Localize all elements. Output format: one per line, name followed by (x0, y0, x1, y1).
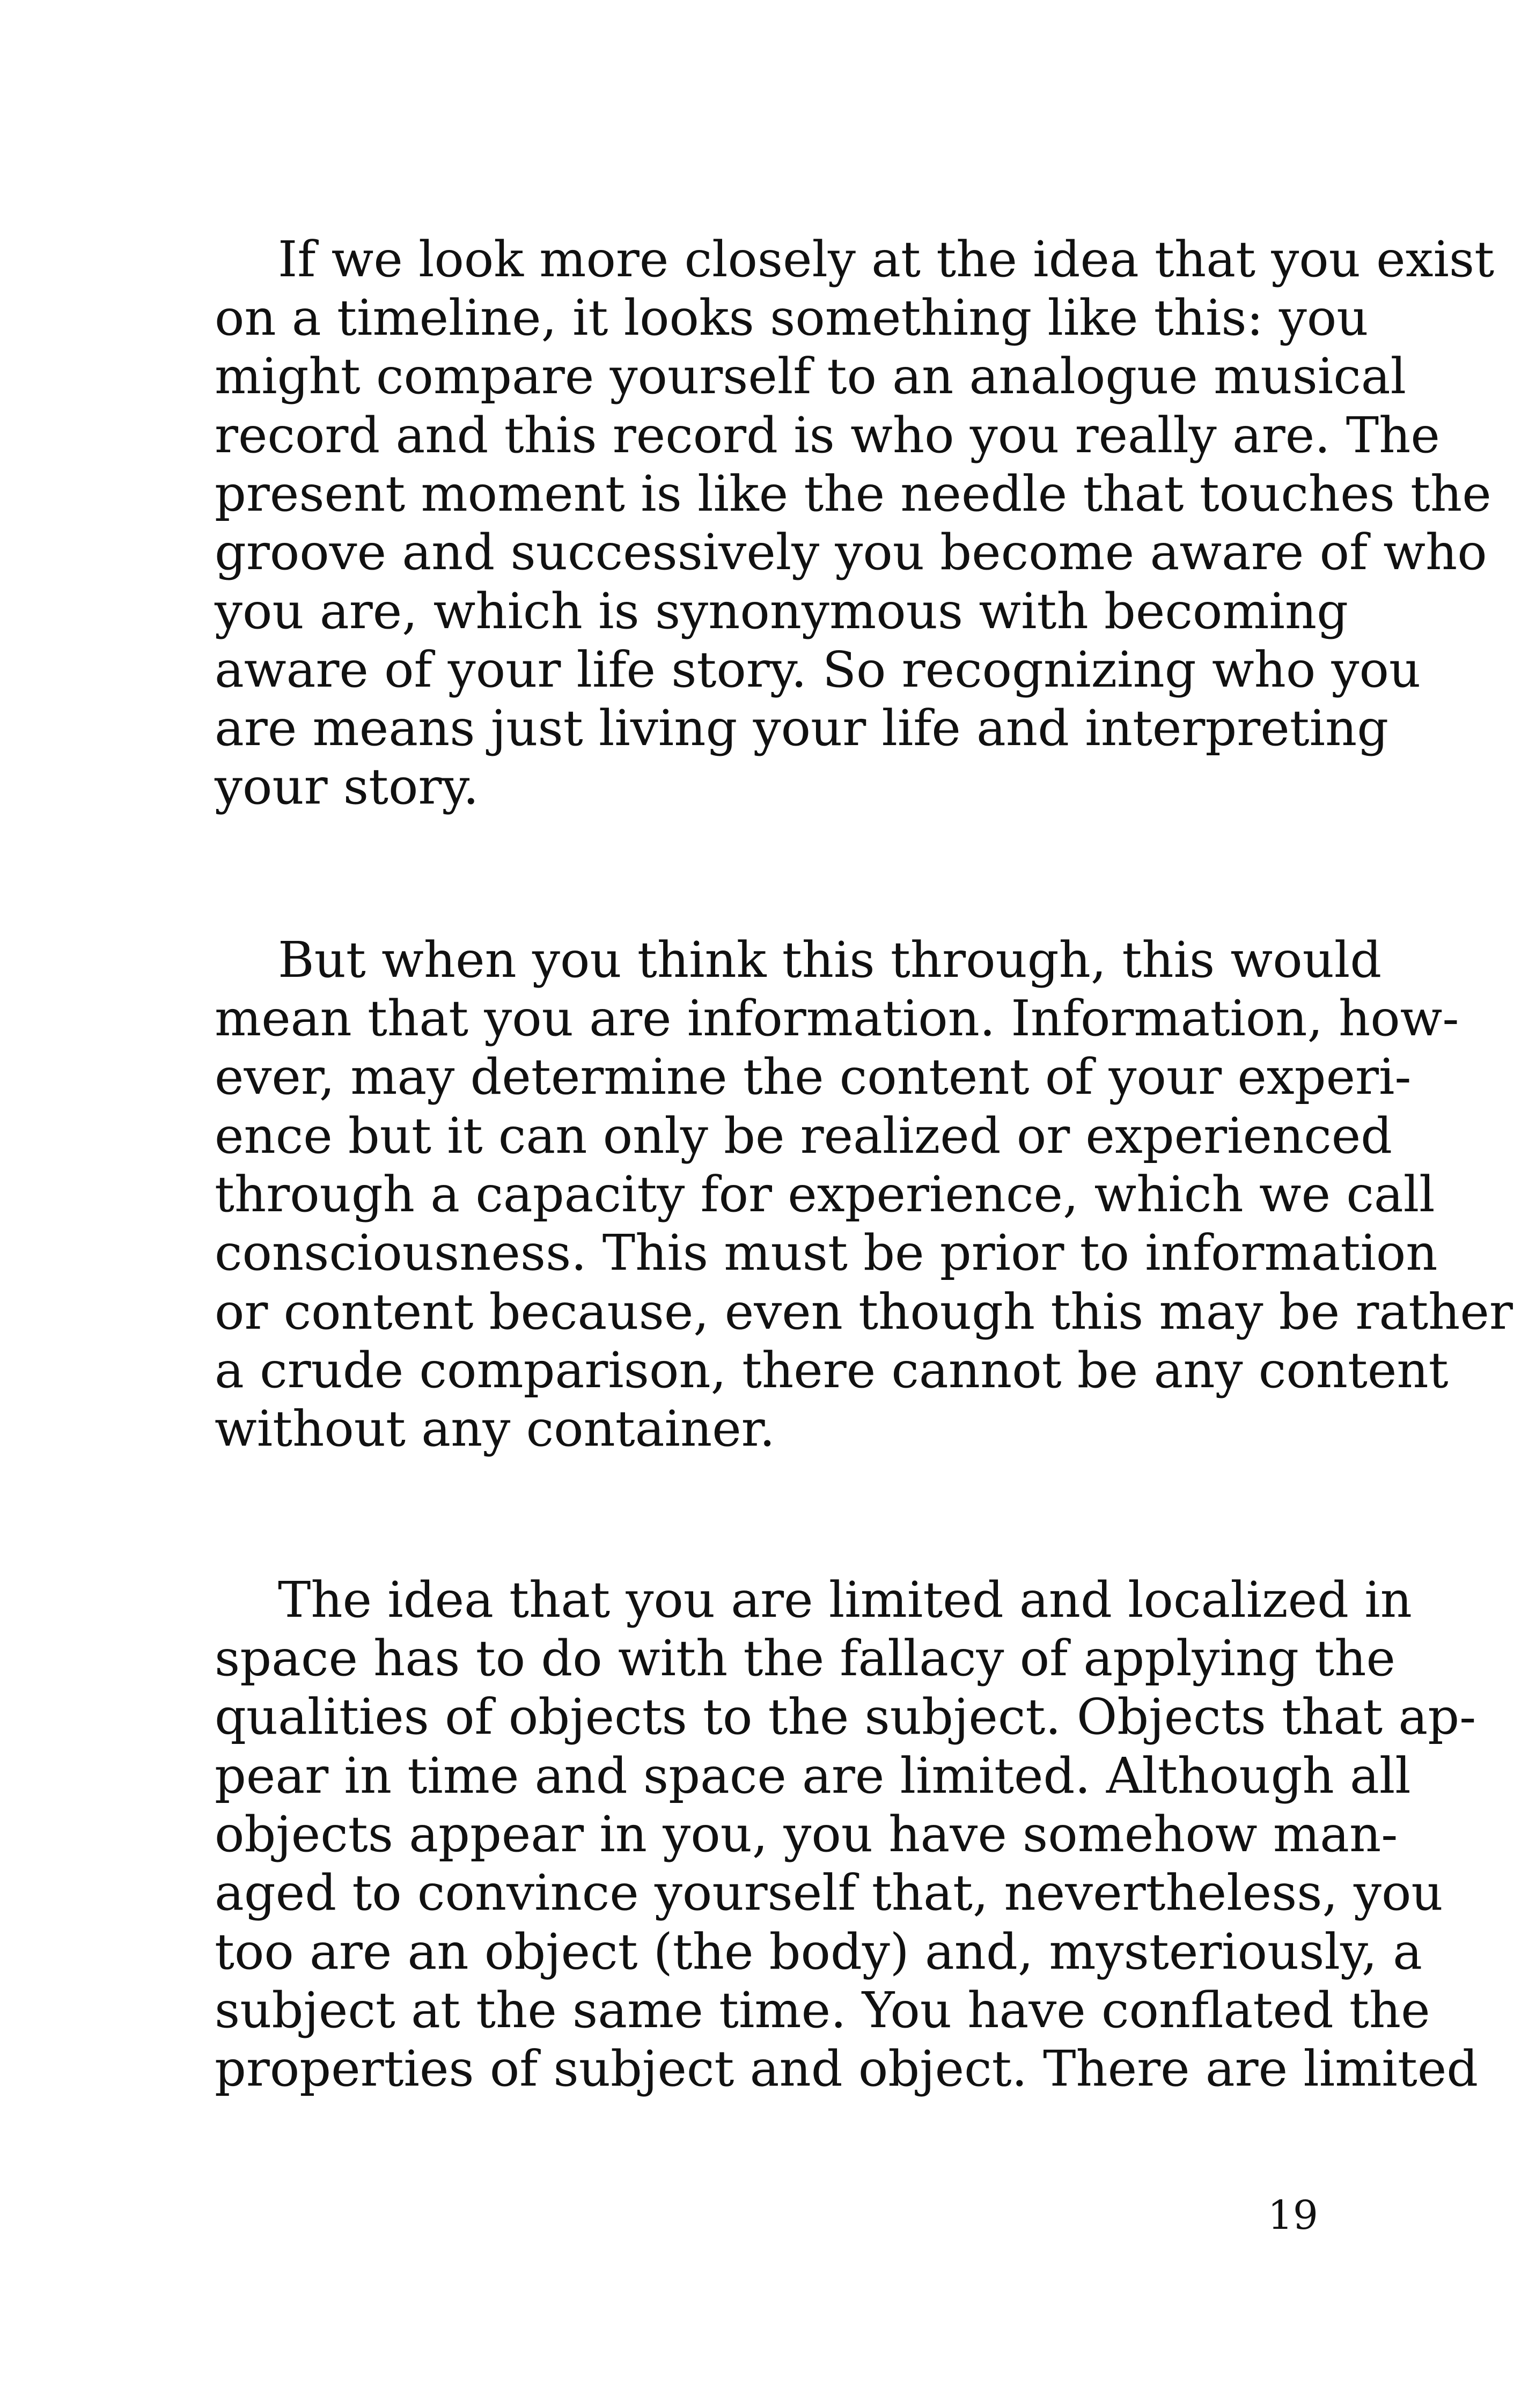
paragraph-3-line-7: too are an object (the body) and, mysteriously, a (215, 1923, 1423, 1980)
paragraph-3-line-9: properties of subject and object. There are limited (215, 2040, 1479, 2097)
paragraph-2-line-3: ever, may determine the content of your experi- (215, 1048, 1412, 1106)
paragraph-2-line-4: ence but it can only be realized or experienced (215, 1107, 1393, 1165)
paragraph-2-line-7: or content because, even though this may be rather (215, 1283, 1513, 1341)
paragraph-1-line-7: you are, which is synonymous with becoming (215, 583, 1349, 640)
paragraph-1-line-1: If we look more closely at the idea that you exist (278, 231, 1495, 288)
paragraph-2-line-8: a crude comparison, there cannot be any content (215, 1342, 1449, 1399)
paragraph-3-line-1: The idea that you are limited and localized in (278, 1571, 1412, 1629)
paragraph-1-line-3: might compare yourself to an analogue musical (215, 348, 1407, 405)
paragraph-2-line-5: through a capacity for experience, which we call (215, 1166, 1435, 1223)
paragraph-3-line-6: aged to convince yourself that, nevertheless, you (215, 1864, 1443, 1921)
paragraph-2-line-6: consciousness. This must be prior to information (215, 1224, 1438, 1282)
paragraph-3-line-8: subject at the same time. You have conflated the (215, 1982, 1430, 2039)
paragraph-1-line-9: are means just living your life and interpreting (215, 699, 1389, 757)
paragraph-1-line-6: groove and successively you become aware of who (215, 524, 1487, 581)
paragraph-3-line-5: objects appear in you, you have somehow man- (215, 1806, 1398, 1863)
paragraph-1-line-4: record and this record is who you really are. The (215, 407, 1440, 464)
paragraph-3-line-3: qualities of objects to the subject. Objects that ap- (215, 1688, 1476, 1746)
paragraph-2-line-1: But when you think this through, this would (278, 931, 1382, 989)
page-number: 19 (1267, 2192, 1318, 2238)
paragraph-1-line-10: your story. (215, 758, 479, 815)
paragraph-1-line-8: aware of your life story. So recognizing who you (215, 641, 1421, 698)
paragraph-2-line-9: without any container. (215, 1400, 775, 1457)
paragraph-3-line-4: pear in time and space are limited. Although all (215, 1747, 1411, 1805)
paragraph-3-line-2: space has to do with the fallacy of applying the (215, 1630, 1395, 1687)
paragraph-1-line-5: present moment is like the needle that touches the (215, 465, 1491, 522)
paragraph-1-line-2: on a timeline, it looks something like this: you (215, 289, 1369, 347)
paragraph-2-line-2: mean that you are information. Information, how- (215, 990, 1459, 1047)
